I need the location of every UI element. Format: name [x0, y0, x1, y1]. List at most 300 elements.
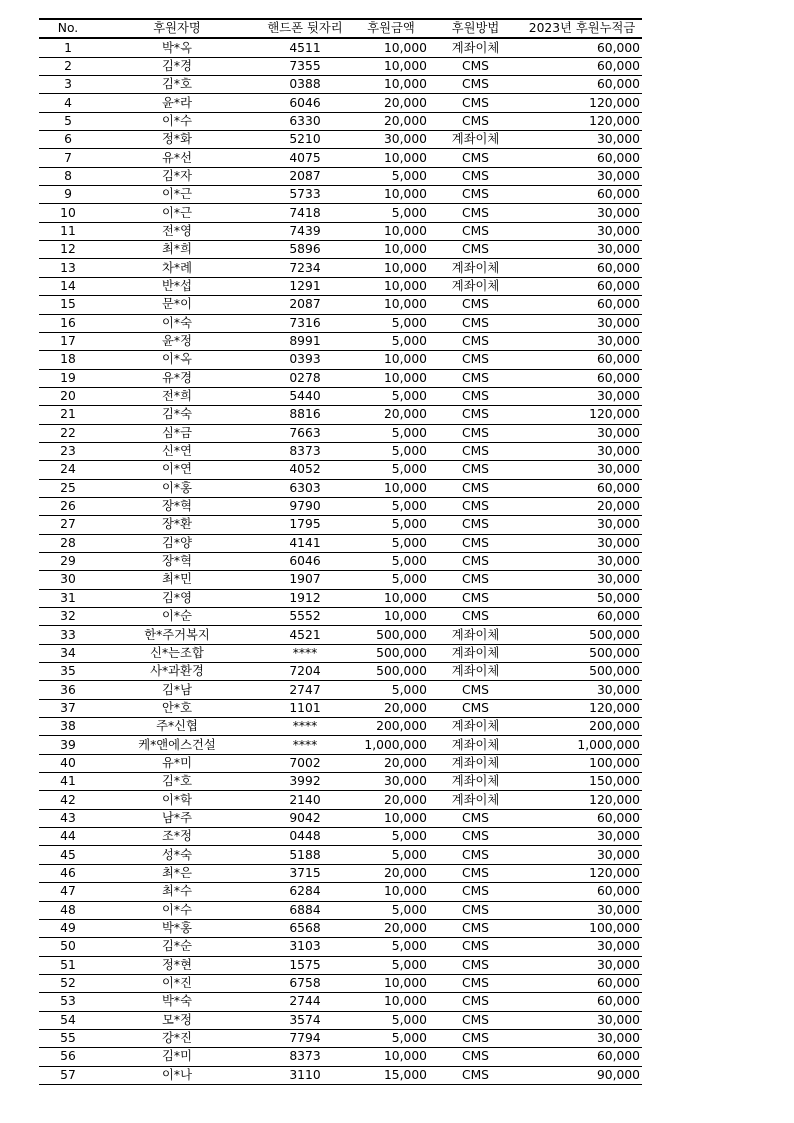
cell-method: 계좌이체	[429, 131, 522, 149]
table-row	[39, 38, 642, 57]
cell-name: 이*수	[97, 112, 257, 130]
cell-method: CMS	[429, 186, 522, 204]
cell-phone: 8816	[257, 406, 353, 424]
table-row	[39, 186, 642, 204]
cell-no: 57	[39, 1066, 97, 1084]
cell-method: CMS	[429, 534, 522, 552]
cell-total: 50,000	[522, 589, 642, 607]
cell-name: 김*양	[97, 534, 257, 552]
cell-phone: 2747	[257, 681, 353, 699]
header-row	[39, 19, 642, 38]
table-row	[39, 1029, 642, 1047]
cell-amount: 20,000	[353, 94, 429, 112]
table-row	[39, 351, 642, 369]
table-row	[39, 442, 642, 460]
cell-amount: 10,000	[353, 76, 429, 94]
cell-method: CMS	[429, 1011, 522, 1029]
cell-phone: 3574	[257, 1011, 353, 1029]
cell-phone: 2140	[257, 791, 353, 809]
cell-method: 계좌이체	[429, 277, 522, 295]
table-row	[39, 828, 642, 846]
cell-total: 60,000	[522, 57, 642, 75]
cell-amount: 5,000	[353, 516, 429, 534]
cell-method: 계좌이체	[429, 718, 522, 736]
cell-name: 김*미	[97, 1048, 257, 1066]
cell-total: 30,000	[522, 442, 642, 460]
cell-no: 19	[39, 369, 97, 387]
cell-name: 이*근	[97, 186, 257, 204]
cell-total: 60,000	[522, 186, 642, 204]
cell-name: 이*옥	[97, 351, 257, 369]
cell-name: 윤*정	[97, 332, 257, 350]
table-row	[39, 131, 642, 149]
cell-no: 47	[39, 883, 97, 901]
cell-total: 30,000	[522, 167, 642, 185]
cell-amount: 10,000	[353, 57, 429, 75]
cell-method: CMS	[429, 351, 522, 369]
cell-name: 이*나	[97, 1066, 257, 1084]
cell-amount: 5,000	[353, 1029, 429, 1047]
cell-no: 49	[39, 919, 97, 937]
cell-phone: ****	[257, 736, 353, 754]
cell-total: 30,000	[522, 241, 642, 259]
cell-no: 42	[39, 791, 97, 809]
cell-phone: 7355	[257, 57, 353, 75]
cell-name: 차*례	[97, 259, 257, 277]
cell-amount: 10,000	[353, 993, 429, 1011]
cell-phone: 1907	[257, 571, 353, 589]
cell-name: 최*은	[97, 864, 257, 882]
cell-no: 25	[39, 479, 97, 497]
cell-amount: 10,000	[353, 259, 429, 277]
table-row	[39, 608, 642, 626]
cell-amount: 5,000	[353, 497, 429, 515]
cell-amount: 500,000	[353, 626, 429, 644]
cell-amount: 5,000	[353, 442, 429, 460]
cell-amount: 5,000	[353, 901, 429, 919]
cell-phone: ****	[257, 644, 353, 662]
cell-phone: 6884	[257, 901, 353, 919]
table-row	[39, 846, 642, 864]
cell-method: CMS	[429, 828, 522, 846]
cell-method: CMS	[429, 919, 522, 937]
table-row	[39, 1048, 642, 1066]
cell-total: 30,000	[522, 846, 642, 864]
cell-method: CMS	[429, 222, 522, 240]
cell-amount: 5,000	[353, 387, 429, 405]
cell-amount: 10,000	[353, 809, 429, 827]
cell-name: 박*홍	[97, 919, 257, 937]
cell-total: 30,000	[522, 681, 642, 699]
cell-method: 계좌이체	[429, 736, 522, 754]
cell-no: 32	[39, 608, 97, 626]
table-row	[39, 296, 642, 314]
table-row	[39, 919, 642, 937]
cell-phone: 1291	[257, 277, 353, 295]
cell-phone: 4511	[257, 38, 353, 57]
cell-method: CMS	[429, 314, 522, 332]
table-row	[39, 76, 642, 94]
cell-phone: 4075	[257, 149, 353, 167]
cell-name: 문*이	[97, 296, 257, 314]
cell-no: 52	[39, 974, 97, 992]
cell-total: 30,000	[522, 314, 642, 332]
cell-no: 30	[39, 571, 97, 589]
cell-amount: 10,000	[353, 186, 429, 204]
cell-name: 모*정	[97, 1011, 257, 1029]
cell-amount: 30,000	[353, 131, 429, 149]
cell-no: 2	[39, 57, 97, 75]
cell-name: 정*현	[97, 956, 257, 974]
cell-phone: 8373	[257, 442, 353, 460]
cell-name: 장*혁	[97, 497, 257, 515]
cell-no: 4	[39, 94, 97, 112]
cell-no: 40	[39, 754, 97, 772]
cell-phone: 4141	[257, 534, 353, 552]
cell-total: 30,000	[522, 552, 642, 570]
table-row	[39, 277, 642, 295]
cell-total: 1,000,000	[522, 736, 642, 754]
cell-total: 30,000	[522, 424, 642, 442]
cell-no: 20	[39, 387, 97, 405]
cell-total: 30,000	[522, 571, 642, 589]
cell-no: 54	[39, 1011, 97, 1029]
table-row	[39, 773, 642, 791]
cell-no: 21	[39, 406, 97, 424]
cell-amount: 20,000	[353, 754, 429, 772]
cell-total: 60,000	[522, 479, 642, 497]
cell-name: 이*학	[97, 791, 257, 809]
cell-no: 31	[39, 589, 97, 607]
header-total: 2023년 후원누적금	[522, 19, 642, 38]
table-row	[39, 112, 642, 130]
cell-amount: 5,000	[353, 332, 429, 350]
cell-total: 120,000	[522, 864, 642, 882]
cell-total: 150,000	[522, 773, 642, 791]
cell-name: 김*호	[97, 76, 257, 94]
cell-amount: 5,000	[353, 956, 429, 974]
header-name: 후원자명	[97, 19, 257, 38]
cell-name: 케*앤에스건설	[97, 736, 257, 754]
cell-phone: 1101	[257, 699, 353, 717]
cell-total: 30,000	[522, 204, 642, 222]
cell-method: CMS	[429, 681, 522, 699]
cell-method: CMS	[429, 1048, 522, 1066]
cell-method: CMS	[429, 901, 522, 919]
table-row	[39, 791, 642, 809]
cell-method: CMS	[429, 57, 522, 75]
cell-no: 56	[39, 1048, 97, 1066]
cell-phone: 7663	[257, 424, 353, 442]
cell-phone: 0393	[257, 351, 353, 369]
cell-method: CMS	[429, 552, 522, 570]
table-body	[39, 38, 642, 1084]
cell-no: 29	[39, 552, 97, 570]
table-row	[39, 222, 642, 240]
cell-phone: 3715	[257, 864, 353, 882]
table-row	[39, 663, 642, 681]
table-row	[39, 461, 642, 479]
table-row	[39, 809, 642, 827]
cell-name: 전*희	[97, 387, 257, 405]
cell-phone: 0448	[257, 828, 353, 846]
cell-no: 41	[39, 773, 97, 791]
table-row	[39, 516, 642, 534]
cell-phone: 7002	[257, 754, 353, 772]
cell-amount: 5,000	[353, 167, 429, 185]
table-row	[39, 681, 642, 699]
table-row	[39, 387, 642, 405]
cell-method: CMS	[429, 956, 522, 974]
cell-no: 48	[39, 901, 97, 919]
cell-phone: 3103	[257, 938, 353, 956]
cell-total: 60,000	[522, 1048, 642, 1066]
header-phone: 핸드폰 뒷자리	[257, 19, 353, 38]
cell-method: 계좌이체	[429, 259, 522, 277]
cell-phone: 2744	[257, 993, 353, 1011]
cell-name: 이*연	[97, 461, 257, 479]
cell-phone: 6568	[257, 919, 353, 937]
donor-table	[39, 18, 642, 1085]
cell-method: CMS	[429, 699, 522, 717]
cell-amount: 10,000	[353, 277, 429, 295]
table-row	[39, 699, 642, 717]
cell-amount: 10,000	[353, 351, 429, 369]
cell-method: CMS	[429, 406, 522, 424]
cell-name: 김*자	[97, 167, 257, 185]
cell-method: CMS	[429, 387, 522, 405]
table-row	[39, 901, 642, 919]
cell-method: CMS	[429, 461, 522, 479]
cell-name: 장*환	[97, 516, 257, 534]
cell-no: 13	[39, 259, 97, 277]
table-row	[39, 754, 642, 772]
cell-name: 김*호	[97, 773, 257, 791]
table-row	[39, 552, 642, 570]
cell-total: 500,000	[522, 663, 642, 681]
cell-name: 이*진	[97, 974, 257, 992]
cell-name: 최*민	[97, 571, 257, 589]
cell-no: 26	[39, 497, 97, 515]
cell-total: 30,000	[522, 956, 642, 974]
cell-method: CMS	[429, 94, 522, 112]
cell-method: CMS	[429, 497, 522, 515]
cell-name: 김*경	[97, 57, 257, 75]
cell-phone: 6303	[257, 479, 353, 497]
cell-phone: 6046	[257, 94, 353, 112]
cell-method: CMS	[429, 1066, 522, 1084]
cell-total: 120,000	[522, 699, 642, 717]
cell-amount: 10,000	[353, 479, 429, 497]
cell-phone: 3110	[257, 1066, 353, 1084]
cell-total: 30,000	[522, 461, 642, 479]
cell-name: 유*선	[97, 149, 257, 167]
cell-name: 남*주	[97, 809, 257, 827]
cell-no: 36	[39, 681, 97, 699]
cell-phone: 6284	[257, 883, 353, 901]
cell-no: 35	[39, 663, 97, 681]
cell-phone: 7439	[257, 222, 353, 240]
cell-phone: 9042	[257, 809, 353, 827]
cell-total: 30,000	[522, 938, 642, 956]
cell-no: 18	[39, 351, 97, 369]
cell-no: 43	[39, 809, 97, 827]
cell-name: 윤*라	[97, 94, 257, 112]
cell-amount: 20,000	[353, 112, 429, 130]
cell-method: CMS	[429, 369, 522, 387]
cell-amount: 20,000	[353, 406, 429, 424]
cell-amount: 10,000	[353, 883, 429, 901]
cell-phone: 1912	[257, 589, 353, 607]
cell-phone: 6046	[257, 552, 353, 570]
table-row	[39, 956, 642, 974]
cell-amount: 15,000	[353, 1066, 429, 1084]
cell-name: 장*혁	[97, 552, 257, 570]
cell-method: CMS	[429, 846, 522, 864]
cell-total: 60,000	[522, 277, 642, 295]
cell-no: 6	[39, 131, 97, 149]
table-row	[39, 974, 642, 992]
table-row	[39, 332, 642, 350]
table-row	[39, 167, 642, 185]
cell-phone: 0278	[257, 369, 353, 387]
cell-total: 60,000	[522, 38, 642, 57]
table-row	[39, 1066, 642, 1084]
cell-method: CMS	[429, 204, 522, 222]
cell-method: 계좌이체	[429, 644, 522, 662]
cell-name: 박*옥	[97, 38, 257, 57]
cell-amount: 20,000	[353, 791, 429, 809]
cell-amount: 10,000	[353, 974, 429, 992]
cell-amount: 10,000	[353, 369, 429, 387]
table-row	[39, 149, 642, 167]
cell-method: CMS	[429, 479, 522, 497]
cell-total: 30,000	[522, 901, 642, 919]
cell-phone: 7316	[257, 314, 353, 332]
cell-total: 30,000	[522, 1011, 642, 1029]
cell-name: 유*미	[97, 754, 257, 772]
cell-amount: 500,000	[353, 644, 429, 662]
cell-name: 조*정	[97, 828, 257, 846]
table-row	[39, 938, 642, 956]
cell-name: 신*연	[97, 442, 257, 460]
cell-name: 한*주거복지	[97, 626, 257, 644]
cell-total: 60,000	[522, 974, 642, 992]
cell-no: 45	[39, 846, 97, 864]
table-row	[39, 864, 642, 882]
cell-name: 김*영	[97, 589, 257, 607]
table-row	[39, 94, 642, 112]
cell-name: 김*순	[97, 938, 257, 956]
cell-total: 30,000	[522, 387, 642, 405]
header-no: No.	[39, 19, 97, 38]
cell-no: 50	[39, 938, 97, 956]
cell-no: 39	[39, 736, 97, 754]
cell-total: 200,000	[522, 718, 642, 736]
cell-method: CMS	[429, 424, 522, 442]
table-row	[39, 626, 642, 644]
cell-amount: 5,000	[353, 828, 429, 846]
cell-phone: 6330	[257, 112, 353, 130]
cell-method: CMS	[429, 112, 522, 130]
cell-no: 51	[39, 956, 97, 974]
cell-total: 60,000	[522, 76, 642, 94]
cell-amount: 10,000	[353, 241, 429, 259]
cell-name: 이*근	[97, 204, 257, 222]
table-row	[39, 259, 642, 277]
cell-name: 최*수	[97, 883, 257, 901]
cell-phone: 4052	[257, 461, 353, 479]
cell-total: 120,000	[522, 112, 642, 130]
table-row	[39, 424, 642, 442]
cell-amount: 5,000	[353, 204, 429, 222]
cell-method: CMS	[429, 516, 522, 534]
cell-total: 30,000	[522, 131, 642, 149]
cell-method: 계좌이체	[429, 663, 522, 681]
cell-phone: 7418	[257, 204, 353, 222]
table-row	[39, 534, 642, 552]
cell-phone: 5188	[257, 846, 353, 864]
table-row	[39, 571, 642, 589]
cell-name: 이*순	[97, 608, 257, 626]
cell-name: 주*신협	[97, 718, 257, 736]
cell-total: 60,000	[522, 608, 642, 626]
cell-name: 심*금	[97, 424, 257, 442]
cell-no: 24	[39, 461, 97, 479]
cell-name: 강*진	[97, 1029, 257, 1047]
cell-phone: 7794	[257, 1029, 353, 1047]
cell-phone: 5210	[257, 131, 353, 149]
cell-no: 46	[39, 864, 97, 882]
cell-no: 28	[39, 534, 97, 552]
cell-amount: 5,000	[353, 938, 429, 956]
cell-amount: 5,000	[353, 846, 429, 864]
cell-name: 박*숙	[97, 993, 257, 1011]
cell-total: 60,000	[522, 296, 642, 314]
cell-amount: 20,000	[353, 919, 429, 937]
cell-total: 30,000	[522, 1029, 642, 1047]
cell-no: 7	[39, 149, 97, 167]
cell-phone: 7204	[257, 663, 353, 681]
cell-phone: 8373	[257, 1048, 353, 1066]
cell-no: 23	[39, 442, 97, 460]
cell-no: 38	[39, 718, 97, 736]
cell-no: 37	[39, 699, 97, 717]
cell-no: 10	[39, 204, 97, 222]
cell-no: 22	[39, 424, 97, 442]
cell-phone: ****	[257, 718, 353, 736]
cell-total: 100,000	[522, 754, 642, 772]
cell-no: 16	[39, 314, 97, 332]
cell-total: 60,000	[522, 259, 642, 277]
cell-no: 27	[39, 516, 97, 534]
table-row	[39, 204, 642, 222]
cell-method: 계좌이체	[429, 791, 522, 809]
cell-method: CMS	[429, 1029, 522, 1047]
cell-total: 60,000	[522, 883, 642, 901]
cell-method: CMS	[429, 241, 522, 259]
cell-name: 김*남	[97, 681, 257, 699]
cell-no: 34	[39, 644, 97, 662]
cell-no: 55	[39, 1029, 97, 1047]
cell-name: 성*숙	[97, 846, 257, 864]
cell-total: 20,000	[522, 497, 642, 515]
cell-total: 30,000	[522, 828, 642, 846]
cell-method: 계좌이체	[429, 626, 522, 644]
cell-amount: 10,000	[353, 296, 429, 314]
cell-name: 김*숙	[97, 406, 257, 424]
table-row	[39, 241, 642, 259]
